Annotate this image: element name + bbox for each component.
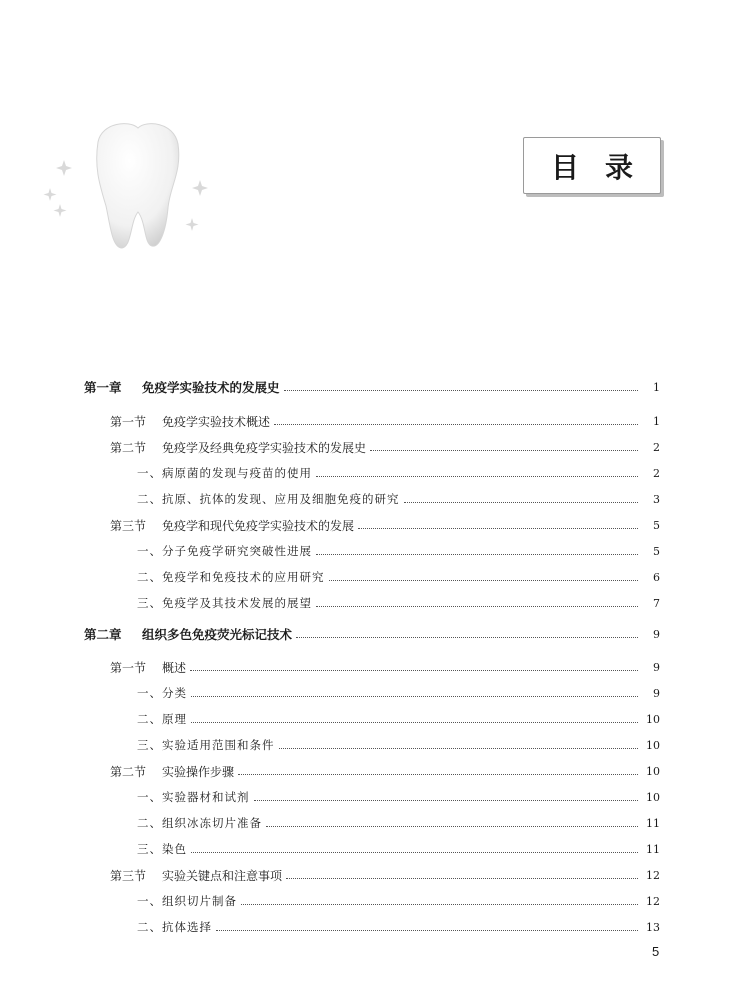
toc-entry-page: 11	[646, 842, 660, 856]
toc-entry-heading	[110, 517, 354, 534]
toc-entry-heading	[110, 659, 186, 676]
toc-entry-title: 实验操作步骤	[162, 764, 235, 779]
toc-entry-title: 二、抗原、抗体的发现、应用及细胞免疫的研究	[137, 492, 400, 506]
toc-entry[interactable]	[0, 411, 730, 431]
toc-entry-page: 10	[646, 738, 660, 752]
toc-entry-title: 三、实验适用范围和条件	[137, 738, 275, 752]
toc-entry-heading	[137, 595, 312, 611]
toc-entry-title: 一、分子免疫学研究突破性进展	[137, 544, 312, 558]
toc-entry-page: 13	[646, 920, 660, 934]
toc-entry-title: 一、分类	[137, 686, 187, 700]
toc-entry-heading	[137, 569, 325, 585]
dot-leader	[404, 502, 639, 503]
toc-entry-page: 10	[646, 712, 660, 726]
toc-entry-heading	[137, 543, 312, 559]
dot-leader	[316, 476, 638, 477]
toc-entry[interactable]	[0, 377, 730, 397]
toc-entry-title: 二、抗体选择	[137, 920, 212, 934]
tooth-illustration	[40, 112, 220, 262]
toc-entry-heading	[110, 763, 234, 780]
toc-entry-page: 9	[653, 686, 660, 700]
toc-entry-number: 第一章	[84, 380, 122, 395]
dot-leader	[286, 878, 638, 879]
toc-entry-heading	[110, 439, 366, 456]
toc-entry[interactable]	[0, 787, 730, 807]
dot-leader	[191, 852, 638, 853]
dot-leader	[191, 696, 638, 697]
toc-entry-title: 免疫学及经典免疫学实验技术的发展史	[162, 440, 367, 455]
toc-entry-heading	[137, 841, 187, 857]
dot-leader	[241, 904, 638, 905]
dot-leader	[370, 450, 638, 451]
toc-entry[interactable]	[0, 839, 730, 859]
toc-entry[interactable]	[0, 593, 730, 613]
toc-entry-number: 第三节	[110, 868, 147, 883]
dot-leader	[316, 554, 638, 555]
toc-entry-heading	[137, 491, 400, 507]
toc-entry-page: 9	[653, 660, 660, 674]
toc-entry-page: 5	[653, 518, 660, 532]
toc-entry-heading	[137, 685, 187, 701]
dot-leader	[316, 606, 638, 607]
toc-entry[interactable]	[0, 891, 730, 911]
toc-entry-title: 一、组织切片制备	[137, 894, 237, 908]
toc-entry-title: 三、免疫学及其技术发展的展望	[137, 596, 312, 610]
toc-entry-page: 5	[653, 544, 660, 558]
dot-leader	[254, 800, 639, 801]
toc-entry-page: 12	[646, 868, 660, 882]
dot-leader	[266, 826, 638, 827]
toc-entry[interactable]	[0, 567, 730, 587]
toc-entry-page: 11	[646, 816, 660, 830]
dot-leader	[190, 670, 638, 671]
toc-entry-title: 一、实验器材和试剂	[137, 790, 250, 804]
toc-entry-number: 第一节	[110, 660, 147, 675]
toc-entry-title: 三、染色	[137, 842, 187, 856]
toc-entry-title: 二、组织冰冻切片准备	[137, 816, 262, 830]
toc-entry-heading	[137, 711, 187, 727]
dot-leader	[274, 424, 638, 425]
toc-entry-page: 10	[646, 790, 660, 804]
toc-entry-page: 12	[646, 894, 660, 908]
dot-leader	[191, 722, 638, 723]
toc-entry[interactable]	[0, 657, 730, 677]
toc-entry-number: 第二节	[110, 764, 147, 779]
toc-entry-number: 第二章	[84, 627, 122, 642]
toc-entry-page: 2	[653, 466, 660, 480]
toc-entry-heading	[137, 465, 312, 481]
toc-entry-heading	[137, 919, 212, 935]
dot-leader	[329, 580, 639, 581]
toc-entry-title: 二、原理	[137, 712, 187, 726]
toc-entry[interactable]	[0, 709, 730, 729]
toc-entry-title: 免疫学实验技术概述	[162, 414, 271, 429]
toc-entry[interactable]	[0, 489, 730, 509]
toc-entry[interactable]	[0, 813, 730, 833]
toc-entry-title: 免疫学和现代免疫学实验技术的发展	[162, 518, 355, 533]
toc-entry-title: 实验关键点和注意事项	[162, 868, 283, 883]
toc-entry-title: 免疫学实验技术的发展史	[142, 380, 280, 395]
toc-entry[interactable]	[0, 735, 730, 755]
toc-entry-number: 第一节	[110, 414, 147, 429]
toc-entry-title: 组织多色免疫荧光标记技术	[142, 627, 293, 642]
toc-entry[interactable]	[0, 917, 730, 937]
page-number: 5	[652, 944, 660, 959]
dot-leader	[296, 637, 638, 638]
toc-entry-page: 7	[653, 596, 660, 610]
toc-entry-heading	[137, 815, 262, 831]
dot-leader	[238, 774, 638, 775]
toc-entry[interactable]	[0, 865, 730, 885]
dot-leader	[358, 528, 638, 529]
toc-entry-number: 第三节	[110, 518, 147, 533]
toc-entry[interactable]	[0, 515, 730, 535]
toc-entry-title: 一、病原菌的发现与疫苗的使用	[137, 466, 312, 480]
toc-entry-heading	[110, 867, 282, 884]
toc-entry-page: 9	[653, 627, 660, 641]
toc-entry-title: 二、免疫学和免疫技术的应用研究	[137, 570, 325, 584]
toc-entry-page: 1	[653, 414, 660, 428]
toc-entry[interactable]	[0, 624, 730, 644]
toc-entry-heading	[137, 893, 237, 909]
page-title: 目录	[523, 137, 661, 194]
dot-leader	[216, 930, 638, 931]
toc-entry[interactable]	[0, 541, 730, 561]
toc-entry-title: 概述	[162, 660, 187, 675]
toc-entry[interactable]	[0, 761, 730, 781]
dot-leader	[284, 390, 638, 391]
toc-entry-heading	[84, 625, 292, 643]
toc-entry-heading	[110, 413, 270, 430]
toc-entry[interactable]	[0, 437, 730, 457]
toc-entry-heading	[137, 789, 250, 805]
toc-entry-heading	[137, 737, 275, 753]
toc-entry-heading	[84, 378, 280, 396]
toc-entry[interactable]	[0, 683, 730, 703]
toc-entry-page: 3	[653, 492, 660, 506]
toc-entry-page: 2	[653, 440, 660, 454]
toc-entry[interactable]	[0, 463, 730, 483]
toc-entry-page: 10	[646, 764, 660, 778]
toc-entry-page: 1	[653, 380, 660, 394]
toc-entry-number: 第二节	[110, 440, 147, 455]
dot-leader	[279, 748, 639, 749]
toc-entry-page: 6	[653, 570, 660, 584]
